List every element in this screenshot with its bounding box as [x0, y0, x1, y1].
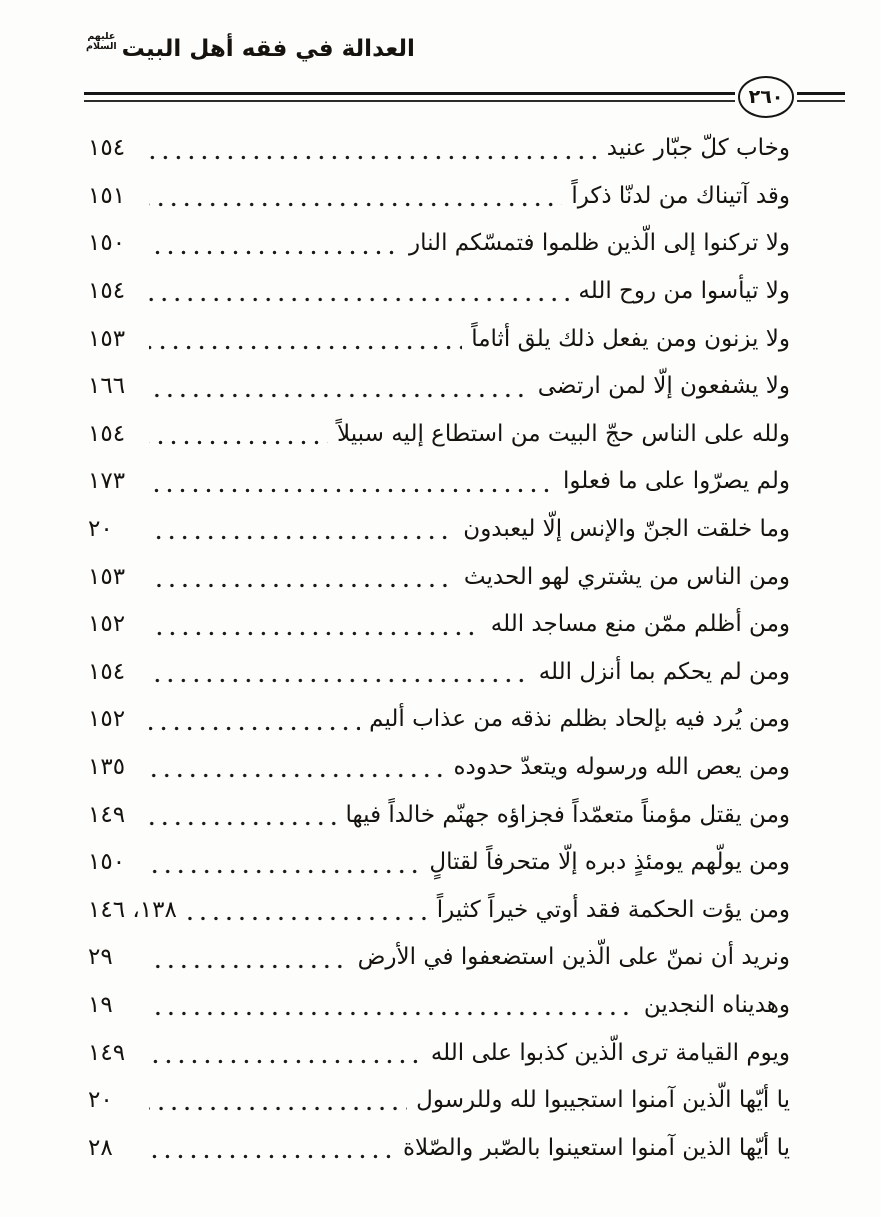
index-entry [88, 268, 790, 316]
entry-page-number: ١٣٥ [88, 754, 126, 781]
index-entry [88, 458, 790, 506]
dot-leader [149, 1059, 422, 1064]
entry-text: وخاب كلّ جبّار عنيد [606, 135, 790, 162]
entry-page-number: ١٣٨، ١٤٦ [88, 896, 177, 923]
dot-leader [186, 916, 428, 921]
dot-leader [149, 345, 462, 350]
header-title-row [0, 24, 881, 74]
page-number: ٢٦٠ [748, 86, 784, 108]
entry-text: ومن أظلم ممّن منع مساجد الله [490, 611, 790, 638]
honorific-bottom: السلام [86, 41, 117, 52]
entry-page-number: ١٥٣ [88, 325, 126, 352]
entry-page-number: ١٥٣ [88, 563, 126, 590]
dot-leader [149, 393, 529, 398]
entry-text: ومن يعص الله ورسوله ويتعدّ حدوده [453, 754, 790, 781]
entry-text: يا أيّها الذين آمنوا استعينوا بالصّبر والصّلاة [402, 1134, 790, 1161]
entry-page-number: ٢٠ [88, 516, 113, 543]
entry-page-number: ١٥٢ [88, 706, 126, 733]
dot-leader [149, 155, 598, 160]
index-entry [88, 601, 790, 649]
entry-text: ولم يصرّوا على ما فعلوا [562, 468, 790, 495]
dot-leader [149, 488, 554, 493]
dot-leader [149, 297, 569, 302]
index-entry [88, 315, 790, 363]
honorific-mark [86, 32, 117, 52]
entry-text: ومن يولّهم يومئذٍ دبره إلّا متحرفاً لقتالٍ [429, 849, 790, 876]
page-number-bubble [738, 76, 794, 118]
index-entry [88, 839, 790, 887]
entry-page-number: ٢٩ [88, 944, 113, 971]
entry-page-number: ١٤٩ [88, 801, 126, 828]
entry-text: ولا تركنوا إلى الّذين ظلموا فتمسّكم النار [409, 230, 790, 257]
page-title [86, 24, 415, 74]
header-rule-left [84, 92, 735, 102]
index-entry [88, 887, 790, 935]
dot-leader [149, 964, 349, 969]
entry-page-number: ١٦٦ [88, 373, 126, 400]
index-entry [88, 363, 790, 411]
index-entry [88, 934, 790, 982]
entry-text: ويوم القيامة ترى الّذين كذبوا على الله [430, 1039, 790, 1066]
entry-page-number: ١٩ [88, 991, 113, 1018]
honorific-top: عليهم [87, 31, 116, 43]
entry-text: ومن يُرد فيه بإلحاد بظلم نذقه من عذاب أليم [369, 706, 790, 733]
entry-text: ومن الناس من يشتري لهو الحديث [463, 563, 790, 590]
dot-leader [149, 821, 337, 826]
dot-leader [149, 583, 455, 588]
entry-page-number: ١٧٣ [88, 468, 126, 495]
dot-leader [149, 440, 328, 445]
dot-leader [149, 869, 420, 874]
entry-text: ومن يقتل مؤمناً متعمّداً فجزاؤه جهنّم خالداً فيها [345, 801, 790, 828]
index-entry [88, 173, 790, 221]
index-entry [88, 125, 790, 173]
index-entry [88, 506, 790, 554]
index-entry [88, 1029, 790, 1077]
entry-page-number: ١٥٢ [88, 611, 126, 638]
dot-leader [149, 631, 482, 636]
dot-leader [149, 250, 400, 255]
dot-leader [149, 535, 454, 540]
entry-page-number: ١٥٤ [88, 420, 126, 447]
index-entry [88, 649, 790, 697]
index-entry [88, 791, 790, 839]
entry-text: ولا يشفعون إلّا لمن ارتضى [537, 373, 790, 400]
entry-text: ونريد أن نمنّ على الّذين استضعفوا في الأرض [357, 944, 790, 971]
entry-page-number: ١٤٩ [88, 1039, 126, 1066]
index-entry [88, 744, 790, 792]
entry-text: ومن يؤت الحكمة فقد أوتي خيراً كثيراً [436, 896, 790, 923]
index-entry [88, 553, 790, 601]
index-entry [88, 696, 790, 744]
dot-leader [149, 202, 562, 207]
header-rule [84, 76, 845, 118]
page-title-text: العدالة في فقه أهل البيت [121, 36, 415, 62]
index-entry [88, 982, 790, 1030]
entry-text: ولا تيأسوا من روح الله [578, 278, 790, 305]
entry-page-number: ١٥٠ [88, 849, 126, 876]
entry-text: ولله على الناس حجّ البيت من استطاع إليه سبيلاً [337, 420, 790, 447]
index-list [0, 118, 881, 1172]
dot-leader [149, 726, 360, 731]
entry-page-number: ٢٨ [88, 1134, 113, 1161]
index-entry [88, 1077, 790, 1125]
entry-page-number: ١٥١ [88, 182, 126, 209]
entry-text: وقد آتيناك من لدنّا ذكراً [571, 182, 790, 209]
index-entry [88, 220, 790, 268]
dot-leader [149, 1154, 394, 1159]
index-entry [88, 411, 790, 459]
dot-leader [149, 1011, 635, 1016]
entry-text: ولا يزنون ومن يفعل ذلك يلق أثاماً [471, 325, 790, 352]
dot-leader [149, 1106, 407, 1111]
entry-page-number: ١٥٤ [88, 278, 126, 305]
index-entry [88, 1124, 790, 1172]
entry-text: يا أيّها الّذين آمنوا استجيبوا لله وللرسول [416, 1087, 790, 1114]
dot-leader [149, 773, 444, 778]
entry-page-number: ١٥٤ [88, 135, 126, 162]
entry-page-number: ١٥٤ [88, 658, 126, 685]
entry-page-number: ٢٠ [88, 1087, 113, 1114]
entry-text: ومن لم يحكم بما أنزل الله [538, 658, 790, 685]
entry-page-number: ١٥٠ [88, 230, 126, 257]
page-header [0, 0, 881, 118]
header-rule-right [797, 92, 845, 102]
entry-text: وما خلقت الجنّ والإنس إلّا ليعبدون [463, 516, 790, 543]
entry-text: وهديناه النجدين [643, 991, 790, 1018]
dot-leader [149, 678, 530, 683]
